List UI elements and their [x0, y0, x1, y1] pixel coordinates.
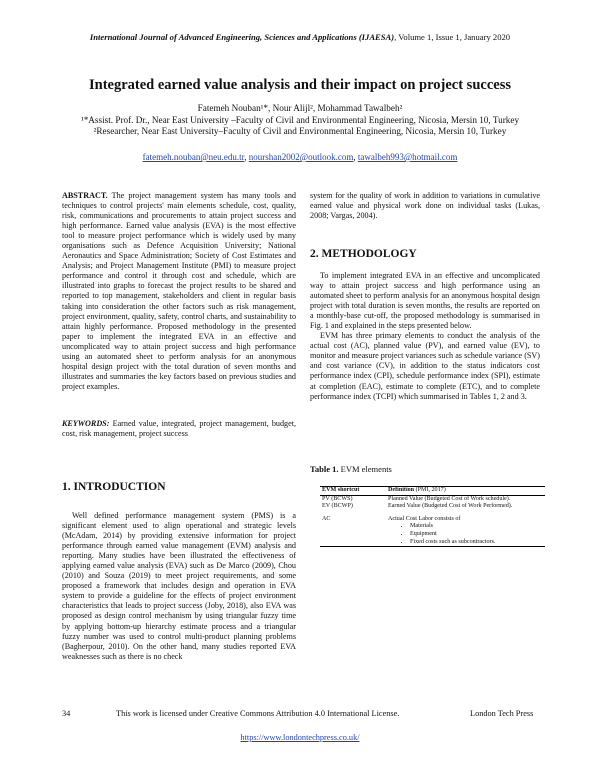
affiliation-2: ²Researcher, Near East University–Faculty of Civil and Environmental Engineering, Nicosia, Mersin 10, Turkey [93, 126, 507, 136]
table-caption [310, 464, 392, 474]
keywords-text: Earned value, integrated, project management, budget, cost, risk management, project success [62, 419, 296, 439]
table-cell [386, 511, 545, 547]
continuation-text: system for the quality of work in addition to variations in cumulative earned value and physical work done on individual tasks (Lukas, 2008; Vargas, 2004). [310, 191, 540, 221]
table-cell: Earned Value (Budgeted Cost of Work Performed). [388, 503, 513, 510]
list-item: • Fixed costs such as subcontractors. [410, 539, 543, 547]
intro-heading: 1. INTRODUCTION [62, 481, 166, 493]
keywords-label: KEYWORDS: [62, 419, 110, 428]
email-link-3[interactable]: tawalbeh993@hotmail.com [357, 152, 458, 162]
license-text: This work is licensed under Creative Commons Attribution 4.0 International License. [116, 709, 400, 718]
definition-ref: (PMI, 2017) [414, 487, 446, 493]
email-list [0, 152, 600, 162]
email-link-1[interactable]: fatemeh.nouban@neu.edu.tr [142, 152, 245, 162]
methodology-section [310, 271, 540, 402]
table-header-row [320, 487, 545, 496]
paper-title: Integrated earned value analysis and their impact on project success [89, 77, 511, 93]
journal-header [0, 32, 600, 42]
ac-items-list [388, 523, 543, 546]
email-separator: , [353, 152, 358, 162]
list-item: • Materials [410, 523, 543, 531]
author-block [0, 103, 600, 138]
table-cell: PV (BCWS) [322, 495, 353, 502]
methodology-para-1: To implement integrated EVA in an effective and uncomplicated way to attain project success and high performance using an automated sheet to perform analysis for an anonymous hospital design project with total duration is seven months, the results are reported on a monthly-base cut-off, the proposed methodology is summarised in Fig. 1 and explained in the steps presented below. [310, 271, 540, 331]
methodology-para-2: EVM has three primary elements to conduct the analysis of the actual cost (AC), planned value (PV), and earned value (EV), to monitor and measure project variances such as schedule variance (SV) and cost variance (CV), in addition to the status indicators cost performance index (CPI), schedule performance index (SPI), estimate at completion (EAC), estimate to complete (ETC), and to complete performance index (TCPI) which summarised in Tables 1, 2 and 3. [310, 331, 540, 401]
affiliation-1: ¹*Assist. Prof. Dr., Near East University –Faculty of Civil and Environmental Engineering, Nicosia, Mersin 10, Turkey [80, 114, 520, 125]
journal-issue: , Volume 1, Issue 1, January 2020 [394, 32, 511, 42]
table-cell: EV (BCWP) [322, 503, 353, 510]
definition-header: Definition [388, 487, 415, 493]
table-cell: AC [320, 511, 386, 547]
footer-url-wrap [0, 733, 600, 742]
email-separator: , [244, 152, 249, 162]
author-list: Fatemeh Nouban¹*, Nour Alijl², Mohammad Tawalbeh² [197, 103, 403, 113]
abstract-section [62, 191, 296, 392]
table-header-cell [386, 487, 545, 496]
table-header-cell: EVM shortcut [320, 487, 386, 496]
methodology-heading: 2. METHODOLOGY [310, 248, 417, 260]
publisher-name: London Tech Press [470, 709, 534, 718]
intro-text: Well defined performance management system (PMS) is a significant element used to align operational and strategic levels (McAdam, 2014) by providing extensive information for project performance through earned value management (EVM) analysis and reporting. Many studies have been illustrated the effectiveness of applying earned value analysis (EVA) such as De Marco (2009), Chou (2010) and Souza (2019) to meet project requirements, and some proposed a framework that includes design and operation in EVA system to provide a guideline for the effects of project environment characteristics that leads to project success (Joby, 2018), also EVA was proposed as design control mechanism by using triangular fuzzy time by applying bottom-up hierarchy estimate process and a triangular fuzzy number was used to control multi-product planning problems (Bagherpour, 2010). On the other hand, many studies reported EVA weaknesses such as there is no check [62, 511, 296, 661]
page-number: 34 [62, 709, 71, 718]
keywords-section [62, 419, 296, 439]
table-row [320, 503, 545, 511]
evm-table [320, 486, 545, 547]
publisher-url-link[interactable]: https://www.londontechpress.co.uk/ [240, 733, 360, 742]
abstract-label: ABSTRACT. [62, 191, 108, 200]
table-row [320, 495, 545, 503]
table-cell: Planned Value (Budgeted Cost of Work schedule). [388, 495, 511, 502]
table-caption-label: Table 1. [310, 464, 339, 474]
table-row [320, 511, 545, 547]
list-item: • Equipment [410, 531, 543, 539]
right-continuation [310, 191, 540, 221]
journal-name: International Journal of Advanced Engineering, Sciences and Applications (IJAESA) [89, 32, 395, 42]
table-caption-text: EVM elements [338, 464, 392, 474]
intro-section [62, 511, 296, 662]
abstract-text: The project management system has many tools and techniques to control projects' main elements schedule, cost, quality, risk, communications and procurements to attain project success and high performance. Earned value analysis (EVA) is the most effective tool to measure project performance which is widely used by many organisations such as Defence Acquisition University; National Aeronautics and Space Administration; Society of Cost Estimates and Analysis; and Project Management Institute (PMI) to measure project performance and control it through cost and schedule, which are illustrated into graphs to forecast the project results to be shared and reported to top management, stakeholders and client in regular basis taking into consideration the other factors such as risk management, project environment, quality, safety, control charts, and sustainability to attain highly performance. Proposed methodology in the presented paper to implement the integrated EVA in an effective and uncomplicated way to attain project success and high performance using an automated sheet to perform analysis for an anonymous hospital design project with the total duration of seven months and illustrates and summaries the key factors based on previous studies and project examples. [62, 191, 296, 391]
ac-definition: Actual Cost Labor consists of [388, 515, 461, 522]
email-link-2[interactable]: nourshan2002@outlook.com [248, 152, 354, 162]
